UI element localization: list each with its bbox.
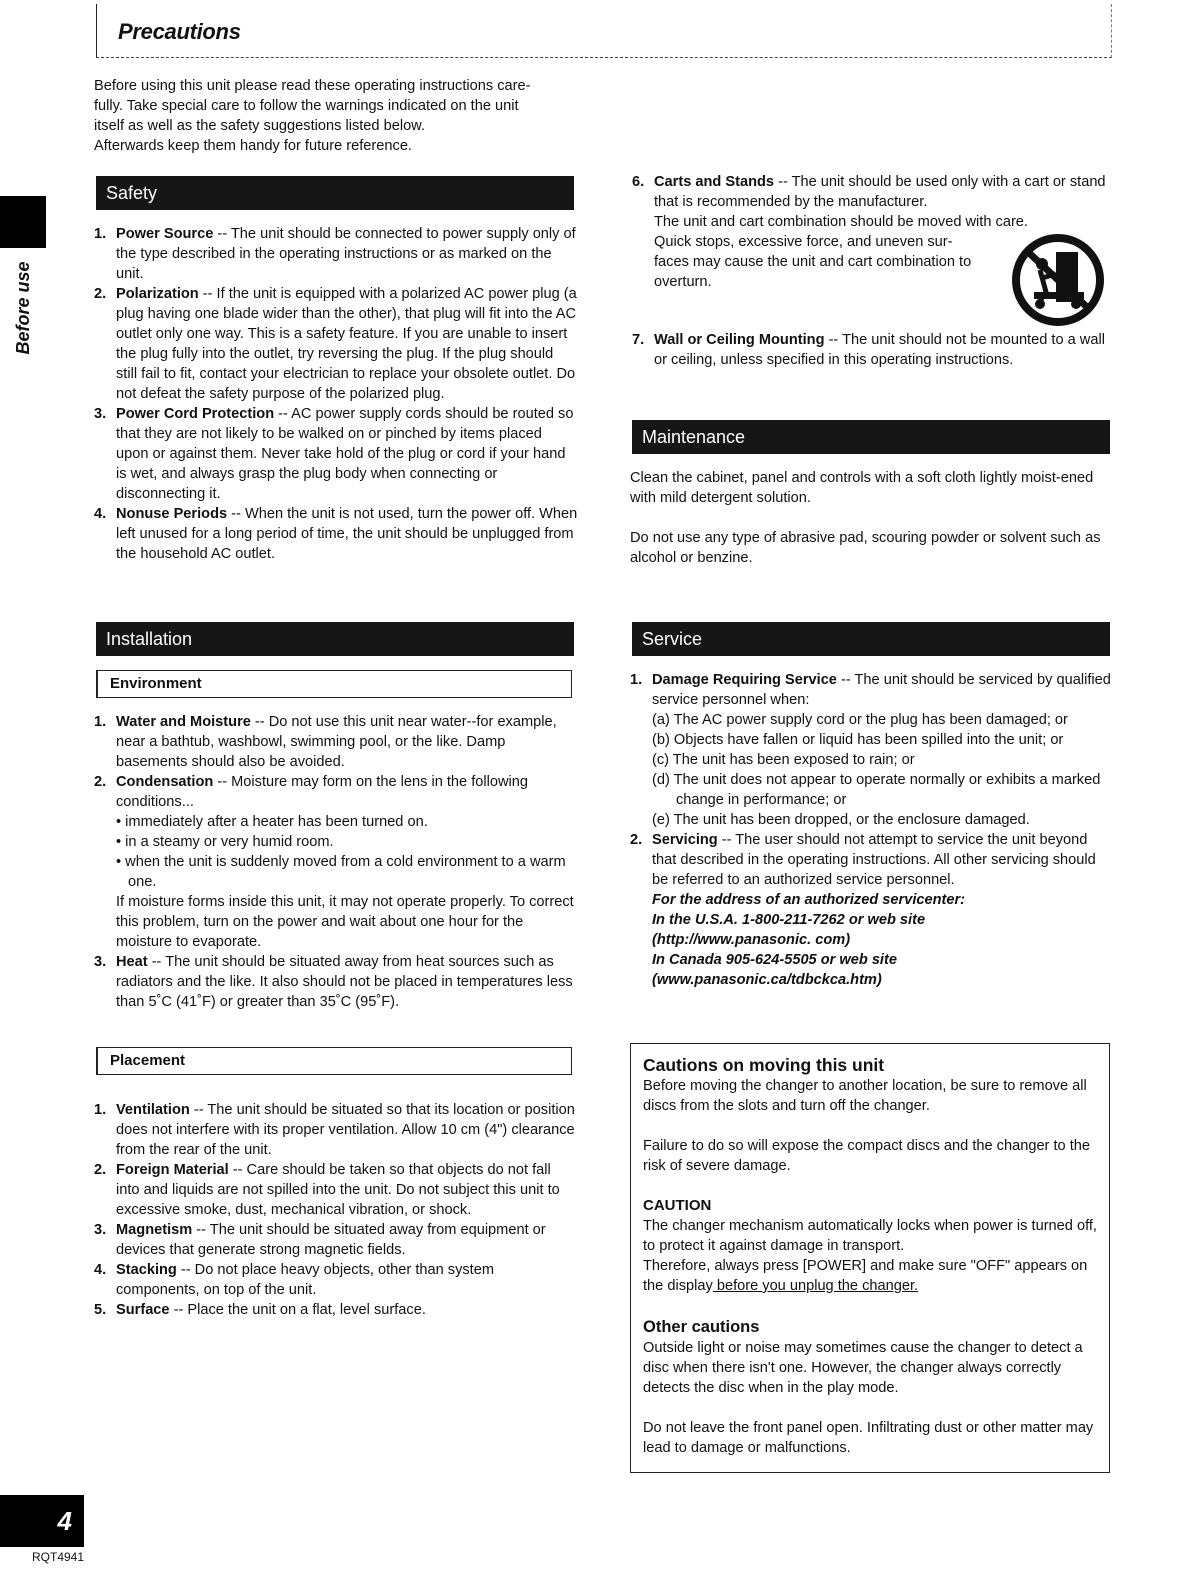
header-frame [96, 4, 1112, 58]
list-item: 6. Carts and Stands -- The unit should be used only with a cart or stand that is recommended by the manufacturer. The unit and cart combination should be moved with care. Quick stops, excessive force, and uneven sur- faces may cause the unit and cart combination to overturn. [632, 174, 1106, 290]
safety-list [94, 224, 578, 564]
list-item: 2. Polarization -- If the unit is equipped with a polarized AC power plug (a plug having one blade wider than the other), that plug will fit into the AC outlet only one way. This is a safety feature. If you are unable to insert the plug fully into the outlet, try reversing the plug. If the plug should still fail to fit, contact your electrician to replace your obsolete outlet. Do not defeat the safety purpose of the polarized plug. [94, 286, 577, 402]
maintenance-heading: Maintenance [632, 420, 1110, 454]
other-cautions-heading: Other cautions [643, 1318, 760, 1336]
page-number: 4 [0, 1495, 84, 1547]
list-item: 1. Ventilation -- The unit should be situated so that its location or position does not interfere with its proper ventilation. Allow 10 cm (4") clearance from the rear of the unit. [94, 1102, 575, 1158]
list-item: 3. Magnetism -- The unit should be situated away from equipment or devices that generate strong magnetic fields. [94, 1222, 546, 1258]
list-item: 1. Power Source -- The unit should be connected to power supply only of the type described in the operating instructions or as marked on the unit. [94, 226, 576, 282]
side-tab-marker [0, 196, 46, 248]
cautions-heading: Cautions on moving this unit [643, 1055, 885, 1075]
list-item: 2. Condensation -- Moisture may form on the lens in the following conditions... • immediately after a heater has been turned on. • in a steamy or very humid room. • when the unit is suddenly moved from a cold environment to a warm one. If moisture forms inside this unit, it may not operate properly. To correct this problem, turn on the power and wait about one hour for the moisture to evaporate. [94, 772, 578, 952]
intro-paragraph: Before using this unit please read these operating instructions care- fully. Take special care to follow the warnings indicated on the unit itself as well as the safety suggestions listed below. Afterwards keep them handy for future reference. [94, 78, 531, 154]
list-item: 3. Heat -- The unit should be situated away from heat sources such as radiators and the like. It also should not be placed in temperatures less than 5˚C (41˚F) or greater than 35˚C (95˚F). [94, 954, 573, 1010]
maintenance-text-1: Clean the cabinet, panel and controls with a soft cloth lightly moist-ened with mild detergent solution. [630, 470, 1094, 506]
side-tab-label: Before use [13, 261, 33, 355]
maintenance-text-2: Do not use any type of abrasive pad, scouring powder or solvent such as alcohol or benzine. [630, 530, 1101, 566]
caution-subheading: CAUTION [643, 1197, 712, 1214]
list-item: 1. Damage Requiring Service -- The unit should be serviced by qualified service personnel when: (a) The AC power supply cord or the plug has been damaged; or (b) Objects have fallen or liquid has been spilled into the unit; or (c) The unit has been exposed to rain; or (d) The unit does not appear to operate normally or exhibits a marked change in performance; or (e) The unit has been dropped, or the enclosure damaged. [630, 672, 1111, 828]
placement-heading: Placement [96, 1047, 572, 1075]
environment-list [94, 712, 578, 1012]
page-title: Precautions [118, 19, 241, 44]
list-item: 2. Foreign Material -- Care should be taken so that objects do not fall into and liquids are not spilled into the unit. Do not subject this unit to excessive smoke, dust, mechanical vibration, or shock. [94, 1162, 560, 1218]
placement-list [94, 1100, 578, 1320]
service-contact: For the address of an authorized servicenter: In the U.S.A. 1-800-211-7262 or web site (http://www.panasonic. com) In Canada 905-624-5505 or web site (www.panasonic.ca/tdbckca.htm) [652, 892, 966, 988]
service-heading: Service [632, 622, 1110, 656]
safety-heading: Safety [96, 176, 574, 210]
list-item: 3. Power Cord Protection -- AC power supply cords should be routed so that they are not likely to be walked on or pinched by items placed upon or against them. Never take hold of the plug or cord if your hand is wet, and always grasp the plug body when connecting or disconnecting it. [94, 406, 574, 502]
list-item: 7. Wall or Ceiling Mounting -- The unit should not be mounted to a wall or ceiling, unless specified in this operating instructions. [632, 332, 1105, 368]
service-list [630, 670, 1112, 990]
list-item: 1. Water and Moisture -- Do not use this unit near water--for example, near a bathtub, washbowl, swimming pool, or the like. Damp basements should also be avoided. [94, 714, 557, 770]
list-item: 4. Nonuse Periods -- When the unit is not used, turn the power off. When left unused for a long period of time, the unit should be unplugged from the household AC outlet. [94, 506, 578, 562]
installation-heading: Installation [96, 622, 574, 656]
list-item: 2. Servicing -- The user should not attempt to service the unit beyond that described in the operating instructions. All other servicing should be referred to an authorized service personnel. For the address of an authorized servicenter: In the U.S.A. 1-800-211-7262 or web site (http://www.panasonic. com) In Canada 905-624-5505 or web site (www.panasonic.ca/tdbckca.htm) [630, 830, 1112, 990]
cautions-box: Cautions on moving this unit Before moving the changer to another location, be sure to remove all discs from the slots and turn off the changer. Failure to do so will expose the compact discs and the changer to the risk of severe damage. CAUTION The changer mechanism automatically locks when power is turned off, to protect it against damage in transport. Therefore, always press [POWER] and make sure "OFF" appears on the display before you unplug the changer. Other cautions Outside light or noise may sometimes cause the changer to detect a disc when there isn't one. However, the changer always correctly detects the disc when in the play mode. Do not leave the front panel open. Infiltrating dust or other matter may lead to damage or malfunctions. [630, 1043, 1110, 1473]
list-item: 4. Stacking -- Do not place heavy objects, other than system components, on top of the unit. [94, 1262, 494, 1298]
cart-tip-warning-icon [1012, 234, 1104, 326]
service-conditions: (a) The AC power supply cord or the plug has been damaged; or (b) Objects have fallen or liquid has been spilled into the unit; or (c) The unit has been exposed to rain; or (d) The unit does not appear to operate normally or exhibits a marked change in performance; or (e) The unit has been dropped, or the enclosure damaged. [652, 712, 1101, 828]
condensation-conditions: • immediately after a heater has been turned on. • in a steamy or very humid room. • when the unit is suddenly moved from a cold environment to a warm one. [116, 814, 566, 890]
document-code: RQT4941 [32, 1550, 85, 1564]
environment-heading: Environment [96, 670, 572, 698]
list-item: 5. Surface -- Place the unit on a flat, level surface. [94, 1302, 426, 1318]
